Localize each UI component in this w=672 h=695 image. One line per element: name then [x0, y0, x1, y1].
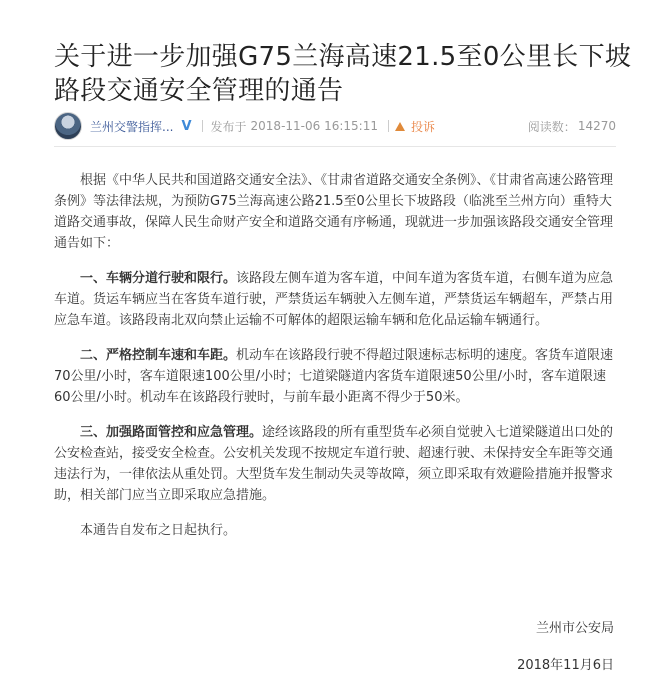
published-date: 2018-11-06 16:15:11: [250, 119, 378, 133]
section-paragraph: [54, 422, 614, 506]
section-heading: 三、加强路面管控和应急管理。: [80, 425, 263, 440]
read-count-label: 阅读数：: [527, 119, 576, 134]
header-divider: [54, 146, 616, 147]
page-title: 关于进一步加强G75兰海高速21.5至0公里长下坡路段交通安全管理的通告: [54, 42, 632, 106]
closing-paragraph: 本通告自发布之日起执行。: [80, 523, 237, 538]
read-count-value: 14270: [577, 119, 616, 133]
section-text: 途经该路段的所有重型货车必须自觉驶入七道梁隧道出口处的公安检查站，接受安全检查。公安机关发现不按规定车道行驶、超速行驶、未保持安全车距等交通违法行为，一律依法从重处罚。大型货车发生制动失灵等故障，须立即采取有效避险措施并报警求助，相关部门应当立即采取应急措施。: [54, 425, 614, 503]
signature-date: 2018年11月6日: [517, 658, 614, 673]
article-body: [54, 170, 614, 555]
section-text: 机动车在该路段行驶不得超过限速标志标明的速度。客货车道限速70公里/小时，客车道限速100公里/小时；七道梁隧道内客货车道限速50公里/小时，客车道限速60公里/小时。机动车在该路段行驶时，与前车最小距离不得少于50米。: [54, 348, 614, 405]
published-label: 发布于: [210, 119, 247, 134]
meta-divider: [202, 120, 203, 132]
signature: 兰州市公安局: [535, 621, 614, 636]
report-icon[interactable]: [395, 122, 405, 131]
intro-paragraph: 根据《中华人民共和国道路交通安全法》、《甘肃省道路交通安全条例》、《甘肃省高速公路管理条例》等法律法规，为预防G75兰海高速公路21.5至0公里长下坡路段（临洮至兰州方向）重特大道路交通事故，保障人民生命财产安全和道路交通有序畅通，现就进一步加强该路段交通安全管理通告如下：: [54, 173, 614, 251]
section-paragraph: [54, 345, 614, 408]
meta-divider: [388, 120, 389, 132]
v-badge-icon: V: [181, 118, 192, 134]
section-text: 该路段左侧车道为客车道，中间车道为客货车道，右侧车道为应急车道。货运车辆应当在客货车道行驶，严禁货运车辆驶入左侧车道，严禁货运车辆超车，严禁占用应急车道。该路段南北双向禁止运输不可解体的超限运输车辆和危化品运输车辆通行。: [54, 271, 614, 328]
article-meta: [54, 112, 616, 140]
section-paragraph: [54, 268, 614, 331]
avatar[interactable]: [54, 112, 82, 140]
section-heading: 一、车辆分道行驶和限行。: [80, 271, 237, 286]
section-heading: 二、严格控制车速和车距。: [80, 348, 237, 363]
author-link[interactable]: 兰州交警指挥...: [90, 119, 174, 134]
report-link[interactable]: 投诉: [410, 119, 435, 134]
